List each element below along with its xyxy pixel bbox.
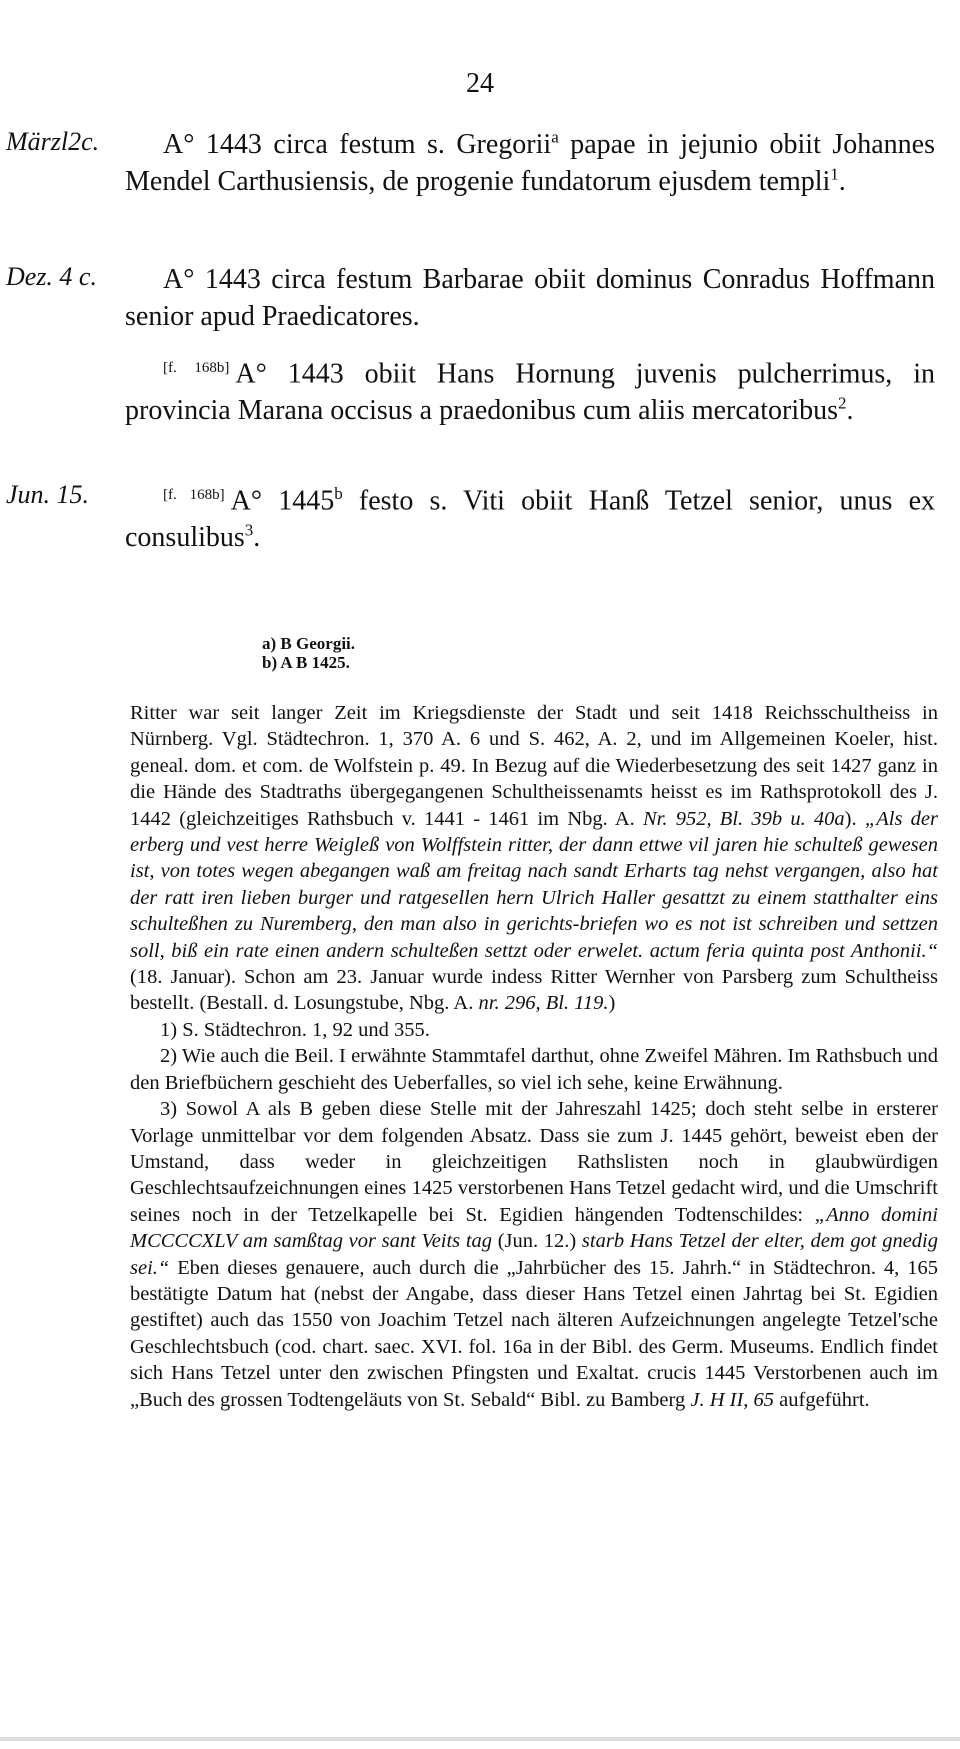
entry-4-text: festo s. Viti obiit Hanß Tetzel senior, unus ex consulibus	[125, 485, 936, 554]
margin-date-3: Jun. 15.	[6, 480, 90, 509]
note-intro-text-2: ).	[844, 807, 865, 830]
entry-3-end: .	[846, 395, 854, 427]
variant-mark-b: b	[334, 484, 343, 503]
entry-4	[125, 477, 935, 556]
variant-readings	[262, 634, 355, 672]
margin-date-1: Märzl2c.	[6, 127, 100, 156]
note-intro-quote: „Als der erberg und vest herre Weigleß von Wolffstein ritter, der dann ettwe vil jaren hie schulteß gewesen ist, von totes wegen abegangen waß am freitag nach sandt Erharts tag nehst vergangen, also hat der ratt iren lieben burger und ratgesellen hern Ulrich Haller gesattzt zu einem statthalter eins schulteßhen zu Nuremberg, den man also in gerichts-briefen wo es not ist schreiben und settzen soll, biß ein rate einen andern schulteßen settzt oder erwelet. actum feria quinta post Anthonii.“	[130, 807, 938, 962]
page-bottom-edge	[0, 1737, 960, 1741]
folio-ref-1: [f. 168b]	[163, 360, 230, 376]
variant-a: a) B Georgii.	[262, 634, 356, 653]
note-3	[130, 1096, 938, 1413]
note-3-quote-2: starb Hans Tetzel der elter, dem got gnedig sei.“	[130, 1230, 938, 1279]
note-3-quote: „Anno domini MCCCCXLV am samßtag vor sant Veits tag	[130, 1203, 938, 1253]
note-1: 1) S. Städtechron. 1, 92 und 355.	[160, 1018, 430, 1041]
note-intro-text-3: (18. Januar). Schon am 23. Januar wurde indess Ritter Wernher von Parsberg zum Schultheiss bestellt. (Bestall. d. Losungstube, Nbg. A.	[130, 966, 938, 1015]
entry-4-end: .	[253, 522, 261, 554]
footnotes	[130, 700, 938, 1413]
note-2: 2) Wie auch die Beil. I erwähnte Stammtafel darthut, ohne Zweifel Mähren. Im Rathsbuch und den Briefbüchern geschieht des Ueberfalles, so viel ich sehe, keine Erwähnung.	[130, 1045, 938, 1094]
entry-1-end: .	[838, 166, 846, 197]
entry-1-text: papae in jejunio obiit Johannes Mendel Carthusiensis, de progenie fundatorum ejusdem templi	[125, 129, 935, 197]
note-3-text-2: (Jun. 12.)	[492, 1230, 582, 1253]
variant-b: b) A B 1425.	[262, 653, 350, 672]
entry-3-text: A° 1443 obiit Hans Hornung juvenis pulcherrimus, in provincia Marana occisus a praedonibus cum aliis mercatoribus	[125, 358, 935, 427]
entry-2	[125, 261, 935, 335]
margin-date-2: Dez. 4 c.	[6, 262, 97, 291]
note-intro	[130, 700, 938, 1017]
note-intro-ref-2: nr. 296, Bl. 119.	[478, 992, 609, 1015]
footnote-mark-1: 1	[830, 164, 839, 184]
note-3-ref: J. H II, 65	[690, 1388, 775, 1411]
entry-1	[125, 126, 935, 200]
page-number: 24	[466, 68, 494, 99]
entry-1-lead: A° 1443 circa festum s. Gregorii	[163, 129, 552, 160]
note-intro-text: Ritter war seit langer Zeit im Kriegsdienste der Stadt und seit 1418 Reichsschultheiss in Nürnberg. Vgl. Städtechron. 1, 370 A. 6 und S. 462, A. 2, und im Allgemeinen Koeler, hist. geneal. dom. et com. de Wolfstein p. 49. In Bezug auf die Wiederbesetzung des seit 1427 ganz in die Hände des Stadtraths übergegangenen Schultheissenamts heisst es im Rathsprotokoll des J. 1442 (gleichzeitiges Rathsbuch v. 1441 - 1461 im Nbg. A.	[130, 702, 938, 830]
note-intro-ref: Nr. 952, Bl. 39b u. 40a	[642, 807, 845, 830]
note-3-text-3: Eben dieses genauere, auch durch die „Jahrbücher des 15. Jahrh.“ in Städtechron. 4, 165 bestätigte Datum hat (nebst der Angabe, dass dieser Hans Tetzel einen Jahrtag bei St. Egidien gestiftet) auch das 1550 von Joachim Tetzel nach älteren Aufzeichnungen angelegte Tetzel'sche Geschlechtsbuch (cod. chart. saec. XVI. fol. 16a in der Bibl. des Germ. Museums. Endlich findet sich Hans Tetzel unter den zwischen Pfingsten und Exaltat. crucis 1445 Verstorbenen auch im „Buch des grossen Todtengeläuts von St. Sebald“ Bibl. zu Bamberg	[130, 1256, 938, 1411]
footnote-mark-3: 3	[244, 521, 254, 540]
note-3-text-4: aufgeführt.	[774, 1388, 870, 1411]
note-intro-text-4: )	[608, 992, 616, 1015]
entry-2-text: A° 1443 circa festum Barbarae obiit dominus Conradus Hoffmann senior apud Praedicatores.	[125, 264, 935, 332]
footnote-mark-2: 2	[838, 394, 847, 413]
variant-mark-a: a	[551, 127, 559, 147]
note-3-text: 3) Sowol A als B geben diese Stelle mit der Jahreszahl 1425; doch steht selbe in ersterer Vorlage unmittelbar vor dem folgenden Absatz. Dass sie zum J. 1445 gehört, beweist eben der Umstand, dass weder in gleichzeitigen Rathslisten noch in glaubwürdigen Geschlechtsaufzeichnungen eines 1425 verstorbenen Hans Tetzel gedacht wird, und die Umschrift seines noch in der Tetzelkapelle bei St. Egidien hängenden Todtenschildes:	[130, 1098, 938, 1226]
entry-4-lead: A° 1445	[230, 485, 335, 517]
folio-ref-2: [f. 168b]	[163, 487, 225, 503]
entry-3	[125, 350, 935, 429]
